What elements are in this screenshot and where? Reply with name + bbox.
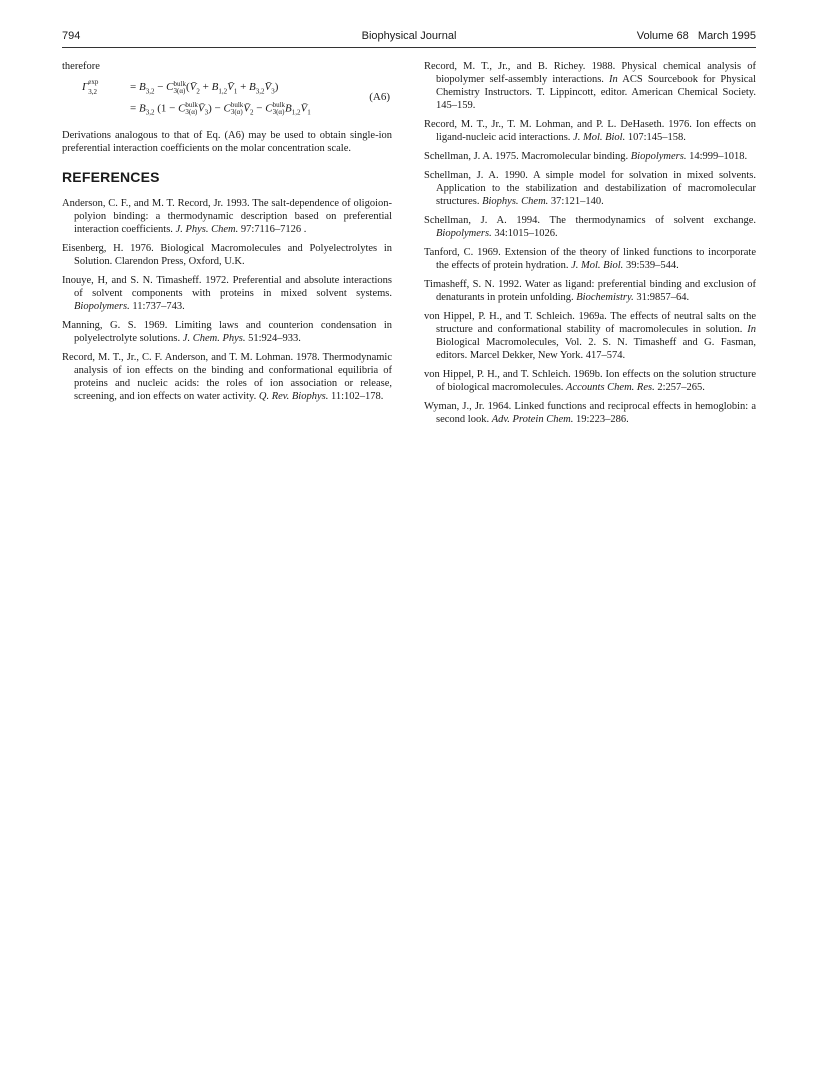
reference-text: Record, M. T., Jr., and B. Richey. 1988. Physical chemical analysis of biopolymer self-assembly interactions.	[424, 61, 756, 85]
reference-entry	[424, 368, 756, 394]
reference-entry	[424, 118, 756, 144]
reference-pages: 34:1015–1026.	[494, 228, 558, 239]
equation-line-2: = $B_{3,2}$ (1 − Cbulk $3(\alpha)V̄_3$) − Cbulk $3(\alpha)V̄_2$ − Cbulk $3(\alpha)B_{1,2}V̄_1$	[130, 101, 311, 117]
volume-date: Volume 68 March 1995	[636, 30, 756, 42]
reference-source: Adv. Protein Chem.	[491, 414, 574, 425]
reference-text: von Hippel, P. H., and T. Schleich. 1969b. Ion effects on the solution structure of biological macromolecules.	[424, 369, 756, 393]
reference-pages: 14:999–1018.	[689, 151, 748, 162]
reference-source: Biopolymers.	[74, 301, 130, 312]
derivation-paragraph: Derivations analogous to that of Eq. (A6) may be used to obtain single-ion preferential interaction coefficients on the molar concentration scale.	[62, 130, 392, 154]
reference-source: J. Mol. Biol.	[571, 260, 624, 271]
reference-entry	[424, 60, 756, 112]
reference-pages: 19:223–286.	[575, 414, 629, 425]
reference-text: Manning, G. S. 1969. Limiting laws and counterion condensation in polyelectrolyte solutions.	[62, 320, 392, 344]
reference-entry	[424, 150, 756, 163]
equation-line-1: $\Gamma^{exp}$ $3,2 = B_{3,2}$ − Cbulk $3(\alpha)(V̄_2$ + $B_{1,2}V̄_1$ + $B_{3,2}V̄_3$)	[82, 78, 279, 97]
reference-text: Schellman, J. A. 1994. The thermodynamics of solvent exchange.	[424, 215, 756, 226]
equation-number: (A6)	[369, 91, 390, 103]
references-right-list	[424, 60, 756, 426]
page-number: 794	[62, 30, 81, 42]
reference-source: Biophys. Chem.	[482, 196, 549, 207]
reference-source: Biopolymers.	[436, 228, 492, 239]
reference-text: Tanford, C. 1969. Extension of the theory of linked functions to incorporate the effects of protein hydration.	[424, 247, 756, 271]
reference-source: Q. Rev. Biophys.	[258, 391, 329, 402]
reference-entry	[62, 351, 392, 403]
reference-pages: 107:145–158.	[627, 132, 686, 143]
reference-entry	[424, 246, 756, 272]
reference-entry	[424, 169, 756, 208]
reference-in: In	[747, 324, 756, 335]
therefore-text: therefore	[62, 61, 100, 72]
reference-pages: 97:7116–7126 .	[240, 224, 307, 235]
reference-rest: ACS Sourcebook for Physical Chemistry Instructors. T. Lippincott, editor. American Chemical Society. 145–159.	[436, 74, 756, 111]
reference-entry	[62, 274, 392, 313]
reference-pages: 39:539–544.	[625, 260, 679, 271]
reference-source: Accounts Chem. Res.	[566, 382, 655, 393]
reference-entry	[62, 197, 392, 236]
reference-text: Inouye, H, and S. N. Timasheff. 1972. Preferential and absolute interactions of solvent components with proteins in mixed solvent systems.	[62, 275, 392, 299]
reference-source: Biopolymers.	[630, 151, 687, 162]
reference-text: von Hippel, P. H., and T. Schleich. 1969a. The effects of neutral salts on the structure and conformational stability of macromolecules in solution.	[424, 311, 756, 335]
reference-pages: 2:257–265.	[657, 382, 705, 393]
reference-pages: 31:9857–64.	[636, 292, 690, 303]
reference-text: Record, M. T., Jr., C. F. Anderson, and T. M. Lohman. 1978. Thermodynamic analysis of ion effects on the binding and conformational equilibria of proteins and nucleic acids: the roles of ion association or release, screening, and ion effects on water activity.	[62, 352, 392, 402]
reference-text: Schellman, J. A. 1990. A simple model for solvation in mixed solvents. Application to the stabilization and destabilization of macromolecular structures.	[424, 170, 756, 207]
reference-source: J. Chem. Phys.	[182, 333, 246, 344]
reference-text: Schellman, J. A. 1975. Macromolecular binding.	[424, 151, 629, 162]
reference-pages: 51:924–933.	[248, 333, 301, 344]
reference-pages: 37:121–140.	[550, 196, 604, 207]
reference-pages: 11:102–178.	[330, 391, 384, 402]
reference-in: In	[609, 74, 618, 85]
reference-source: J. Mol. Biol.	[573, 132, 626, 143]
left-column	[62, 60, 392, 409]
references-heading: REFERENCES	[62, 169, 160, 185]
right-column	[424, 60, 756, 432]
reference-source: Biochemistry.	[576, 292, 634, 303]
reference-pages: 11:737–743.	[132, 301, 185, 312]
reference-entry	[424, 400, 756, 426]
reference-entry	[424, 310, 756, 362]
reference-text: Record, M. T., Jr., T. M. Lohman, and P. L. DeHaseth. 1976. Ion effects on ligand-nucleic acid interactions.	[424, 119, 756, 143]
reference-source: J. Phys. Chem.	[175, 224, 239, 235]
reference-entry	[62, 319, 392, 345]
reference-text: Wyman, J., Jr. 1964. Linked functions and reciprocal effects in hemoglobin: a second look.	[424, 401, 756, 425]
reference-entry	[424, 214, 756, 240]
reference-text: Eisenberg, H. 1976. Biological Macromolecules and Polyelectrolytes in Solution. Clarendon Press, Oxford, U.K.	[62, 243, 392, 267]
header-rule	[62, 47, 756, 48]
page-header	[62, 30, 756, 46]
reference-entry	[62, 242, 392, 268]
references-left-list	[62, 197, 392, 403]
reference-entry	[424, 278, 756, 304]
reference-text: Timasheff, S. N. 1992. Water as ligand: preferential binding and exclusion of denaturants in protein unfolding.	[424, 279, 756, 303]
reference-rest: Biological Macromolecules, Vol. 2. S. N. Timasheff and G. Fasman, editors. Marcel Dekker, New York. 417–574.	[436, 337, 756, 361]
reference-text: Anderson, C. F., and M. T. Record, Jr. 1993. The salt-dependence of oligoion-polyion binding: a thermodynamic description based on preferential interaction coefficients.	[62, 198, 392, 235]
equation-a6	[62, 77, 392, 121]
journal-name: Biophysical Journal	[361, 30, 457, 42]
